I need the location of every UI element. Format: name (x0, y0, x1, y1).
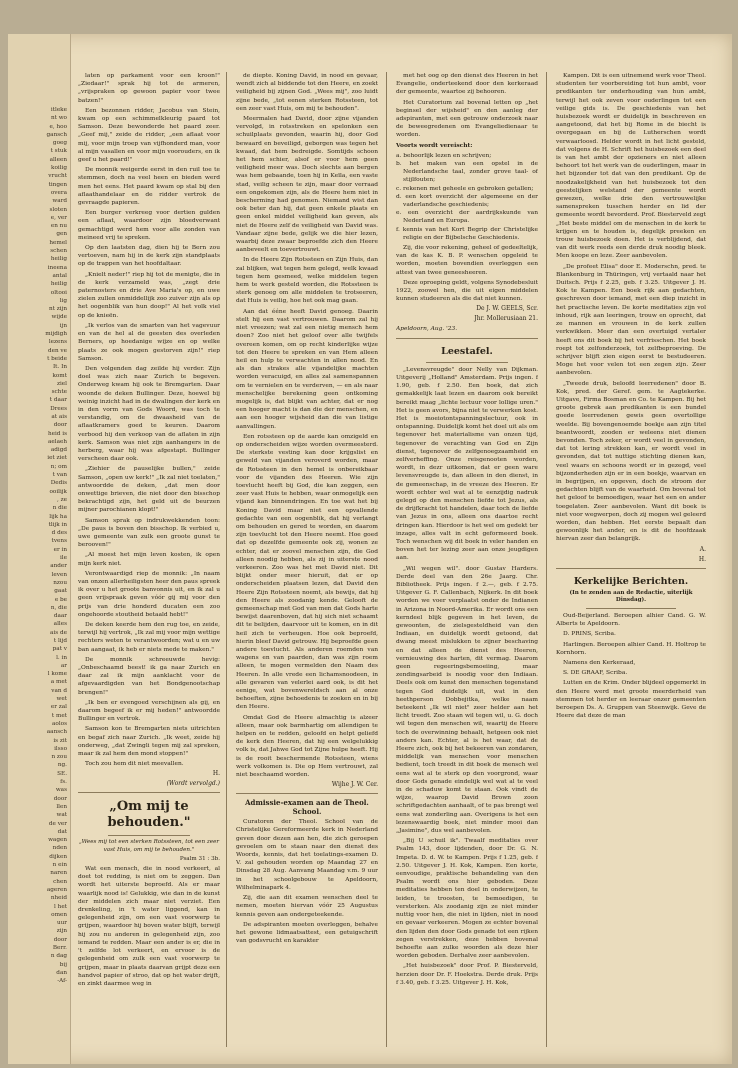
signatory-address: Jhr. Mollerusiaan 21. (474, 315, 538, 323)
paragraph: Aan dat ééne heeft David genoeg. Daarin stelt hij een vast vertrouwen. Daarom zal hij niet vreezen; wat zal een nietig mensch hem doen? Zoo niet het geloof over alle twijfels overeen komen, om op recht kinderlijke wijze tot den Heere te spreken en van Hem alleen heil en hulp te verwachten in allen nood. En als dan strakes alle vijandelijke machten worden veracuigd, en alles zal samenspannen om te vernielen en te verderven, — en als naar menschelijke berekening geen ontkoming mogelijk is, dat blijkt van achter, dat er nog een hooger macht is dan die der menschen, en aan een hooger wijsheid dan die van listige aanvallingen. (236, 308, 378, 430)
prev-page-line: wijde (51, 314, 67, 321)
prev-page-line: en nu (50, 223, 67, 230)
prev-page-line: nt zijn (49, 306, 67, 313)
prev-page-line: ar (60, 662, 67, 669)
prev-page-line: e, hoo (49, 123, 67, 130)
prev-page-line: l. in (56, 654, 67, 661)
divider (108, 835, 190, 836)
column-4 (556, 72, 706, 1052)
prev-page-line: ile (59, 555, 67, 562)
author-signature: Wijhe J. W. Cer. (331, 781, 378, 789)
prev-page-line: pat v (52, 646, 67, 653)
prev-page-line: komt (52, 372, 67, 379)
prev-page-line: heid is (47, 430, 67, 437)
paragraph: „Tweede druk, beloofd leerredenen" door B. Kok, pred. der Geref. gem. te Aagtekerke. Uitgave, Firma Bosman en Co. te Kampen. Bij het groote gebrek aan predikanten is een bundel goede leerredenen gewis geen overtollige weelde. Bij bovengenoemde boekje aan zijn titel beantwoordt, zooden er weleens niet dienen bevonden. Toch zeker, er wordt veel in gevonden, dat tot lering strekken kan, er wordt veel in gevonden, dat tot nuttige stichting dienen kan, veel waars en schoons wordt er in gezegd, veel bijzonderheden zijn er in een boekje, waarvan en in begrijpen, en opgeven, doch de stroom der gedachten blijft van de waarheid. Om bovenal tot het geloof te bemoedigen, waar het een en ander toegelaten. Zeer aanbevolen. Want dit boek is niet voor wegwerpen, doch zij mogen wel geleerd worden, dan hebben. Het eerste bepaalt dan gewoonlijk het ander, en is dit de hoofdzaak hiervan zeer dan belangrijk. (556, 380, 706, 543)
prev-page-line: goeg (52, 140, 67, 147)
prev-page-line: dan (56, 969, 67, 976)
prev-page-line: mijdigh (45, 331, 67, 338)
prev-page-line: ais de (50, 629, 67, 636)
prev-page-line: overa (50, 189, 67, 196)
prev-page-line: koilig (51, 165, 67, 172)
paragraph: Een bezonnen ridder, Jacobus van Stein, kwam op een schimmelkleurig paard tot Samson. Deze bewonderde het paard zeer. „Geef mij," zeide de ridder, „een aflaat voor mij, voor mijn troep van vijfhonderd man, voor al mijn vasallen en voor mijn voorouders, en ik geef u het paard!" (78, 107, 220, 164)
prev-page-line: It. In (52, 364, 67, 371)
prev-page-line: aelaeh (48, 438, 67, 445)
prev-page-line: schte (51, 389, 67, 396)
prev-page-line: l kome (47, 671, 67, 678)
prev-page-line: llen (56, 803, 67, 810)
paragraph: Samson kon te Bremgarten niets uitrichten en begaf zich naar Zurich. „Ik weet, zeide hij onderweg, „dat Zwingli tegen mij zal spreken, maar ik zal hem den mond stoppen!" (78, 726, 220, 758)
prev-page-line: bij (59, 961, 67, 968)
column-2 (236, 72, 378, 1052)
paragraph: „Al moest het mijn leven kosten, ik open mijn kerk niet. (78, 552, 220, 567)
list-item: c. rekenen met geheele en gebroken getallen; (396, 185, 534, 192)
prev-page-line: was (55, 787, 67, 794)
column-1 (78, 72, 220, 1052)
prev-page-line: wet (56, 696, 67, 703)
paragraph: Den volgenden dag zeilde hij verder. Zijn doel was zich naar Zurich te begeven. Onderweg kwam hij ook te Bremgarten. Daar woonde de deken Bullinger. Deze, hoewel bij weinig inzicht had in de dwalingen der kerk en in den vorm van Gods Woord, was toch te verstandig, om de dwaasheid van de aflaatkramers goed te keuren. Daarom verbood hij den verkoop van de aflaten in zijn kerk. Samson was niet zijn aanhangers in de herberg, waar hij was afgestapt. Bullinger verscheen daar ook. (78, 365, 220, 463)
signatory-name: De J. W. GEELS, Scr. (476, 305, 538, 313)
prev-page-line: door (53, 422, 67, 429)
prev-page-line: vrucht (48, 173, 67, 180)
prev-page-line: adigd (50, 447, 67, 454)
prev-page-line: ijn (59, 322, 67, 329)
paragraph: Samson sprak op indrukwekkenden toon: „De paus is boven den bisschop. Ik verbied u, uwe gemeente van zulk een groote gunst te berooven!" (78, 517, 220, 549)
prev-page-line: nheid (50, 895, 67, 902)
prev-page-line: ooilijk (49, 488, 67, 495)
prev-page-line: itleke (50, 107, 67, 113)
prev-page-line: alleen (49, 156, 67, 163)
kerkelijke-berichten-title: Kerkelijke Berichten. (573, 575, 689, 587)
book-review: „Het huisbezoek" door Prof. P. Biesterveld, herzien door Dr. F. Hoekstra. Derde druk. Prijs f 3.40, geb. f 3.25. Uitgever J. H. Kok, (396, 963, 538, 986)
prev-page-line: t beide (47, 355, 67, 362)
prev-page-line: ziel (56, 380, 67, 387)
paragraph: In de Heere Zijn Rotssteen en Zijn Huis, dan zal blijken, wat tegen hem gelegd, welk kwaad tegen hem gesmeed, welke middelen tegen hem te werk gesteld worden, die Rotssteen is sterk genoeg om alle middelen te trotseeren, dat Huis is veilig, hoe het ook mag gaan. (236, 257, 378, 305)
kerkelijke-berichten-note: (In te zenden aan de Redactie, uiterlijk Dinsdag). (569, 589, 693, 603)
prev-page-line: heilig (50, 256, 67, 263)
prev-page-line: gen (56, 231, 67, 238)
review-signature: A. (699, 545, 706, 553)
article-3-body (236, 818, 378, 945)
prev-page-line: daar (53, 613, 67, 620)
prev-page-line: alles (53, 621, 67, 628)
previous-page-edge (8, 34, 71, 1064)
paragraph: Kampen. Dit is een uitnemend werk voor Theol. studenten ter voorbereiding tot hun ambt, voor predikanten ter onderhouding van hun ambt, terwijl het ook zeven voor ouderlingen tot een veilige gids is. De geschiedenis van het huisbezoek wordt er duidelijk in beschreven en aangetoond, dat het bij Rome in de biecht is overgegaan en bij de Lutherschen wordt verwaarloosd. Helder wordt in het licht gesteld, dat volgens de H. Schrift het huisbezoek een deel is van het ambt der opzieners en niet alleen behoort tot het werk van de ouderlingen, maar in het bijzonder tot dat van den predikant. Op de noodzakelijkheid van het huisbezoek tot den geestelijken welstand der gemeente wordt gewezen, welke drie den vertrouwelijke samenspreken tusschen herder en lid der gemeente wordt bevorderd. Prof. Biesterveld zegt „Het beste middel om de menschen in de kerk te krijgen en te houden is, degelijk preeken en trouw huisbezoek doen. Het is verblijdend, dat van dit werk reeds een derde druk noodig bleek. Men koope en leze. Zeer aanbevolen. (556, 73, 706, 260)
article-1-body (78, 72, 220, 768)
paragraph: Deze oproeping geldt, volgens Synodebesluit 1922, zoowel hen, die uit eigen middelen kunnen studeeren als die dat niet kunnen. (396, 279, 538, 303)
prev-page-line: -Af- (57, 978, 67, 985)
paragraph: De monnik weigerde eerst in den ruil toe te stemmen, doch na veel heen en bieden werd men het eens. Het paard kwam op stal bij den aflaathandelaar en de ridder vertrok de gevraagde papieren. (78, 167, 220, 207)
column-rule (546, 72, 547, 1047)
divider (426, 362, 508, 363)
prev-page-line: is zit (53, 737, 67, 744)
previous-page-text (13, 106, 67, 985)
prev-page-line: schen (50, 248, 67, 255)
paragraph: Zij, die aan dit examen wenschen deel te nemen, moeten hiervan vóór 25 Augustus kennis geven aan ondergeteekende. (236, 895, 378, 918)
prev-page-line: t daar (49, 397, 67, 404)
article-3-title: Admissie-examen aan de Theol. School. (245, 798, 369, 817)
divider (586, 608, 676, 609)
prev-page-line: tlijk in (48, 521, 67, 528)
column-3 (396, 72, 538, 1052)
prev-page-line: lezens (48, 339, 67, 346)
prev-page-line: door (53, 795, 67, 802)
prev-page-line: ineena (47, 264, 67, 271)
prev-page-line: n die (52, 505, 67, 512)
prev-page-line: at ais (51, 413, 67, 420)
prev-page-line: n ein (52, 862, 67, 869)
prev-page-line: zijn (56, 928, 67, 935)
church-notice: Harlingen. Beroepen alhier Cand. H. Holtrop te Kornhorn. (556, 641, 706, 656)
divider (396, 338, 538, 339)
prev-page-line: iet ziet (47, 455, 67, 462)
prev-page-line: omen (51, 911, 67, 918)
prev-page-line: a met (50, 679, 67, 686)
prev-page-line: er zal (50, 704, 67, 711)
signatory-date: Apeldoorn, Aug. '23. (396, 326, 458, 333)
prev-page-line: t van (52, 472, 67, 479)
article-3-body-cont (396, 72, 538, 140)
author-signature: H. (212, 770, 220, 778)
article-2-body-cont (236, 72, 378, 779)
review-signature-2: H. (698, 555, 706, 563)
prev-page-line: , ze (57, 496, 67, 503)
list-item: a. behoorlijk lezen en schrijven; (396, 152, 492, 159)
prev-page-line: aansch (46, 729, 67, 736)
prev-page-line: nzou (53, 579, 67, 586)
prev-page-line: lijk ha (49, 513, 67, 520)
prev-page-line: fs. (60, 779, 67, 786)
prev-page-line: Drees (50, 405, 67, 412)
prev-page-line: gaat (54, 588, 67, 595)
prev-page-line: gansch (46, 131, 67, 138)
paragraph: Zij, die voor rekening, geheel of gedeeltelijk, van de kas K. B. P. wenschen opgeleid te worden, moeten bovendien overleggen een attest van twee geneesheeren. (396, 245, 538, 276)
prev-page-line: nt wo (50, 115, 67, 122)
divider (78, 792, 220, 793)
book-review: „Levensvreugde" door Nelly van Dijkman. Uitgeverij „Holland" Amsterdam. Prijs ingen. f 1.90, geb. f 2.50. Een boek, dat zich gemakkelijk laat lezen en daarom ook bereikt bereikt maag „lichte lectuur voor lollige uren." Het is geen avors, bijna niet te verwerken kost. Het is moeiotontspanningslectuur, ook in ontspanning. Duidelijk komt het doel uit als om tegenover het materialisme van onzen tijd, tegenover de verachting van God en Zijn dienst, tegenover de zelfgenoegzaamheid en zelfverheffing. Onze reisgenooten worden, wordt, in dezr uitkomen, dat er geen ware levensvreugde is, dan alleen in den dienst, in de gemeenschap, in de vreeze des Heeren. Er wordt echter wel wat al te eenzijdig nadruk gelegd op den menschen liefde tot Jezus, als de drijfkracht tot handelen, daar toch de liefde van Jezus in ons, alleen ons daartoe recht dringen kan. Hierdoor is het wel om gedekt ter inzage, alles valt in echt geformeerd boek. Toch wenschen wij dit boek in veler handen en boven het ter lezing zeer aan onze jeugdigen aan. (396, 366, 538, 562)
prev-page-line: wat (56, 812, 67, 819)
prev-page-line: leven (51, 571, 67, 578)
prev-page-line: ageren (46, 886, 67, 893)
paragraph: Een burger verkreeg voor dertien gulden een aflaat, waardoor zijn bloedverwant gemachtigd werd hem voor alle zonden van meineed vrij te spreken. (78, 210, 220, 241)
leestafel-title: Leestafel. (441, 345, 493, 357)
prev-page-line: n, die (50, 604, 67, 611)
paragraph: Het Curatorium zal bovenal letten op „het beginsel der wijsheid" en den aanleg der adspiranten, met een getrouw onderzoek naar de beweegredenen om Evangeliedienaar te worden. (396, 99, 538, 139)
book-review: „Bij U schuil ik". Twaalf meditaties over Psalm 143, door lijdenden, door Dr. G. N. Impeta. D. d. W. te Kampen. Prijs f 1.25, geb. f 2.50. Uitgever J. H. Kok, Kampen. Een korte, eenvoudige, praktische behandeling van den Psalm wordt ons hier geboden. Deze meditaties hebben ten doel in onderwijzen, te leiden, te troosten, te bemoedigen, te versterken. Als zoodanig zijn ze niet minder nuttig voor hen, die niet in lijden, niet in nood en gevaar verkeeren. Mogen ze echter bovenal den lijden den door Gods genade tot een rijken zegen verstrekken, deze hebben bovenal behoefte aan zulke woorden als deze hier worden geboden. Derhalve zeer aanbevolen. (396, 838, 538, 960)
church-notice: Lutten en de Krim. Onder blijdeel opgemerkt in den Heere werd met groote meerderheid van stemmen tot herder en leeraar onzer gemeenten beroepen Ds. A. Gruppen van Steenwijk. Geve de Heere dat deze de man (556, 680, 706, 720)
book-review: „Wil wegen wil". door Gustav Harders. Derde deel van den 26e Jaarg. Chr. Bibliotheek. Prijs ingen. f 2.—, geb. f 2.75. Uitgever G. F. Callenbach, Nijkerk. In dit boek worden we voer verplaatst onder de Indianen in Arizona in Noord-Amerika. Er wordt ons een kerndeel blijk gegeven in het leven, de gewoonten, de zielsgesteldheid van den Indiaan, en duidelijk wordt getoond, dat dwang meest mislukken te zijner beschaving en dat alleen de dienst des Heeren, vernieuwing des harten, dit vermag. Daarom geen regeeringsbemoeiing, maar zendingsarbeid is noodig voor den Indiaan. Deels ook om kunst den menschen tegenstand tegen God duidelijk uit, wat in den heethperson Dobbejitka, welke naam beteekent „Ik wil niet" zeer helder aan het licht treedt. Zoo staan wil tegen wil, u. G. doch wil tegen den menschen wil, waartij de Heere toch de overwinning behaalt, hetgeen ook niet anders kan. Echter, al is het waar, dat de Heere zich, ook bij het bekeeren van zondaren, middelijk van menschen voor menschen bedient, toch treedt in dit boek de mensch wel eens wat al te sterk op den voorgrond, waar door Gods genade eindelijk wel wat al te veel in de schaduw komt te staan. Ook vindt de wijze, waarop David Brown zoon schriftgedachten aanhaalt, of te pas brengt wel eens wat zonderling aan. Overigens is het een lezenswaardig boek, niet minder mooi dan „Jasimine", dus wel aanbevolen. (396, 565, 538, 835)
prev-page-line: oltooi (50, 289, 67, 296)
prev-page-line: de ver (48, 820, 67, 827)
to-be-continued: (Wordt vervolgd.) (166, 780, 220, 788)
paragraph: De monnik schreeuwde hevig: „Onbeschaamd beest! ik ga naar Zurich en daar zal ik mijn aanklacht voor de afgevaardigden van het Bondgenootschap brengen!" (78, 656, 220, 696)
prev-page-line: heilig (50, 281, 67, 288)
prev-page-line: sloten (49, 206, 67, 213)
prev-page-line: Dedis (50, 480, 67, 487)
paragraph: „Ik verlos van de smarten van het vagevuur en van de hel al de geesten des overleden Berners, op hoedanige wijze en op welke plaats ze ook mogen gestorven zijn!" riep Samson. (78, 322, 220, 362)
leestafel-reviews (396, 366, 538, 987)
prev-page-line: ander (50, 563, 67, 570)
prev-page-line: t lijd (53, 638, 67, 644)
paragraph: Een rotssteen op de aarde kan omzigeld en op onderscheiden wijze worden overmeesterd. De sterkste vesting kan door krijgslist en geweld van vijanden veroverd worden, maar de Rotssteen in den hemel is onbereikbaar voor de vijanden des Heeren. Wie zijn toevlucht heeft bij God, die kan zeggen, een zeer vast Huis te hebben, waar onmogelijk een vijand kan binnendringen. En toe wat het bij Koning David maar niet een opvallende gedachte van een oogenblik, dat hij verlangt om behouden en gered te worden, en daarom zijn toevlucht tot den Heere neemt. Hoe goed dat op dezelfde gemeente ook zij, wonen ze echter, dat er zoovel menschen zijn, die God alleen noodig hebben, als zij in uiterste nood verkeeren. Zoo was het met David niet. Dit blijkt onder meer hieruit, dat er op onderscheiden plaatsen lezen, dat David den Heere Zijn Rotssteen noemt, als bewijs, dat hij den Heere als zoodanig kende. Gelooft de gemeenschap met God van men dat Gods harte bewijst daarenboven, dat hij sich niet schaamt dit te belijden, daarvoor uit te komen, en in dit heil zich te verheugen. Hoe ook beproefd, hierin bleef David getrouw. Hij beproefde geen andere toevlucht. Als anderen roemden van wagens en van paarden, dan was zijn roem alleen, te mogen vermelden den Naam des Heeren. In alle vrede een lichamsnoodeen, in alle gevaren van velerlei aard ook, is dit het eenige, wat bovenwereldsch aan al onze behoeften, zijne behoedenis te zoeken en in bij den Heere. (236, 433, 378, 711)
prev-page-line: nden (52, 845, 67, 852)
paragraph: met het oog op den dienst des Heeren in het Evangelie, onderteekend door den kerkeraad der gemeente, waartoe zij behooren. (396, 73, 538, 96)
prev-page-line: lig (59, 297, 67, 304)
prev-page-line: antal (52, 272, 67, 279)
prev-page-line: ilsso (54, 745, 67, 752)
prev-page-line: er in (53, 546, 67, 553)
prev-page-line: hemel (49, 239, 67, 246)
church-notice: D. PRINS, Scriba. (563, 631, 616, 638)
paragraph: De deken keerde hem den rug toe, en zeide, terwijl hij vertrok, „Ik zal mij voor mijn wettige rechters weten te verantwoorden; wat u en uw ban aangaat, ik heb er niets mede te maken." (78, 622, 220, 653)
prev-page-line: ward (52, 198, 67, 205)
prev-page-line: uur (56, 920, 67, 927)
prev-page-line: dijken (49, 853, 67, 860)
paragraph: Op den laatsten dag, dien hij te Bern zou vertoeven, nam hij in de kerk zijn standplaats op de trappen van het hoofdaltaar. (78, 245, 220, 268)
prev-page-line: dat (57, 828, 67, 835)
divider (556, 568, 706, 569)
article-2-body (78, 865, 220, 988)
paragraph: „De profeet Elisa" door E. Moderschn, pred. te Blankenburg in Thüringen, vrij vertaald naar het Duitsch. Prijs f 2.25, geb. f 3.25. Uitgever J. H. Kok te Kampen. Een boek rijk aan gedachten, geschreven door iemand, met een diep inzicht in het practische leven. De korte meditaties zijn vol inhoud, rijk aan leeringen, trouw en oprecht, dat ze mannen en vrouwen in de kerk zullen verkwikken. Meer dan een overtuigd vertaler heeft ons dit boek bij het verfrisschen. Het boek roept tot zelfonderzoek, tot zelfbeproeving. De schrijver blijft zien eigen eerst te bestudeeren. Moge het voor velen tot een zegen zijn. Zeer aanbevolen. (556, 263, 706, 377)
prev-page-line: ng. (57, 762, 67, 769)
prev-page-line: tvens (51, 538, 67, 545)
prev-page-line: e be (54, 596, 67, 603)
column-rule (226, 72, 227, 1047)
prev-page-line: n; om (50, 463, 67, 470)
column-rule (386, 72, 387, 1047)
paragraph: „Knielt neder!" riep hij tot de menigte, die in de kerk verzameld was, „zegt drie paternosters en drie Ave Maria's op, en uwe zielen zullen onmiddellijk zoo zuiver zijn als op het oogenblik van hun doop!" Al het volk viel op de knieën. (78, 271, 220, 319)
list-item: f. kennis van het Kort Begrip der Christelijke religie en der Bijbelsche Geschiedenis. (396, 226, 538, 241)
article-2-scripture-ref: Psalm 31 : 3b. (179, 855, 220, 862)
prev-page-line: e, ver (50, 214, 67, 221)
prev-page-line: n zou (51, 754, 67, 761)
newspaper-page (8, 34, 732, 1064)
reviews-cont (556, 72, 706, 544)
list-item: d. een kort overzicht der algemeene en der vaderlandsche geschiedenis; (396, 193, 538, 209)
prev-page-line: chen (53, 878, 67, 885)
prev-page-line: van d (51, 687, 67, 694)
prev-page-line: den ve (47, 347, 67, 354)
paragraph: De adspiranten moeten overleggen, behalve het gewone lidmaatsattest, een getuigschrift van godsvrucht en karakter (236, 921, 378, 945)
church-notice: S. DE GRAAF, Scriba. (563, 670, 628, 677)
article-2-epigraph: „Wees mij tot een sterken Rotssteen, tot een zeer vast Huis, om mij te behouden." (78, 839, 220, 853)
list-item: e. een overzicht der aardrijkskunde van Nederland en Europa. (396, 210, 538, 225)
church-notice: Namens den Kerkeraad, (563, 660, 636, 666)
prev-page-line: Berr. (52, 944, 67, 951)
prev-page-line: n dag (50, 953, 67, 960)
prev-page-line: l het (54, 903, 67, 910)
paragraph: laten op parkament voor een kroon!" „Ziedaar!" sprak hij tot de armeren, „vrijspraken op gewoon papier voor twee batzen!" (78, 73, 220, 104)
paragraph: Meermalen had David, door zijne vijanden vervolgd, in rotsstreken en spelonken een schuilplaats gevonden, waarin hij, door God bewaard en beveiligd, geborgen was tegen het kwaad, dat hem bedreigde. Somtijds schoon het hem schier, alsof er voor hem geen veiligheid meer was. Doch slechts aan bergen was hem gebaande, toen hij in Keïla, een vaste stad, veilig scheen te zijn, maar door verraad een ongekomen zijn, als de Heere hem niet in bescherming had genomen. Niemand wist dan ook beter dan hij, dat geen enkele plaats en geen enkel middel veiligheid kan geven, als niet de Heere zelf de veiligheid van David was. Vandaar zijne bede, gelijk we die hier lezen, waarbij deze zwaar beproefde zich den Heere aanbeveelt en toevertrouwt. (236, 116, 378, 254)
paragraph: Verontwaardigd riep de monnik: „In naam van onzen allerheiligsten heer den paus spreek ik over u het groote banvonnis uit, en ik zal u geen vrijspraak geven vóór gij mij voor den prijs van drie honderd ducaten een zoo ongehoorde stoutheid betaald hebt!" (78, 570, 220, 618)
paragraph: „Ziehier de pauselijke bullen," zeide Samson, „open uw kerk!" „Ik zal niet toelaten," antwoordde de deken, „dat men door onwettige brieven, die niet door den bisschop bekrachtigd zijn, het geld uit de beurzen mijner parochianen klopt!" (78, 466, 220, 514)
church-notice: Oud-Beijerland. Beroepen alhier Cand. G. W. Alberts te Apeldoorn. (556, 612, 706, 628)
paragraph: „Ik ben er evengoed verschijnen als gij, en daarom begeef ik er mij heden!" antwoordde Bullinger en vertrok. (78, 699, 220, 723)
prev-page-line: t stuk (50, 148, 67, 155)
prev-page-line: tingen (48, 181, 67, 188)
prev-page-line: d des (51, 530, 67, 537)
prev-page-line: naren (50, 870, 67, 877)
requirements-heading: Voorts wordt vereischt: (396, 141, 473, 149)
prev-page-line: wagen (48, 837, 67, 844)
prev-page-line: t met (51, 712, 67, 719)
paragraph: Toch zou hem dit niet meevallen. (85, 761, 184, 768)
prev-page-line: door (53, 936, 67, 943)
requirements-list (396, 152, 538, 242)
divider (236, 793, 378, 794)
paragraph: Wat een mensch, die in nood verkeert, al doet tot redding, is niet om te zeggen. Dan wordt het uiterste beproefd. Als er maar waarlijk nood is! Gelukkig, wie dan in de kunst der middelen zich maar niet verziet. Een drenkeling, in 't water liggend, kan in gelegenheid zijn, om een vast voorwerp te grijpen, waardoor hij boven water blijft, terwijl hij zou nu anderen in gelegenheid zijn, zoo iemand te redden. Maar een ander is er, die in 't zelfde lot verkeert, en ervoor is de gelegenheid om zulk een vast voorwerp te grijpen, maar in plaats daarvan grijpt deze een handvol papier of stroo, dat op het water drijft, en zinkt daarmee weg in (78, 866, 220, 987)
prev-page-line: aolos (52, 720, 67, 727)
article-2-title: „Om mij te behouden." (107, 799, 191, 831)
article-3-body-end (396, 244, 538, 303)
paragraph: Curatoren der Theol. School van de Christelijke Gereformeerde kerk in Nederland geven door dezen aan hen, die zich geroepen gevoelen om te staan naar den dienst des Woords, kennis, dat het toelatings-examen D. V. zal gehouden worden op Maandag 27 en Dinsdag 28 Aug. Aanvang Maandag v.m. 9 uur in het schoolgebouw te Apeldoorn, Wilhelminapark 4. (236, 819, 378, 891)
church-notices (556, 612, 706, 720)
paragraph: de diepte. Koning David, in nood en gevaar, wendt zich al biddende tot den Heere, en zoekt veiligheid bij zijnen God. „Wees mij", zoo luidt zijne bede, „tot eenen sterken Rotssteen, tot een zeer vast Huis, om mij te behouden". (236, 73, 378, 112)
paragraph: Omdat God de Heere almachtig is alzeer alleen, maar ook barmhartig om allendigen te helpen en te redden, geloofd en helpt geliefd de kerk den Heeren, dat hij een welgelukkig volk is, dat Jahwe God tot Zijne hulpe heeft. Hij is de rooit beschermende Rotssteen, wiens werk volkomen is. Die op Hem vertrouwt, zal niet beschaamd worden. (236, 714, 378, 779)
list-item: b. het maken van een opstel in de Nederlandsche taal, zonder grove taal- of stijlfouten; (396, 161, 538, 184)
prev-page-line: SE. (57, 770, 67, 777)
